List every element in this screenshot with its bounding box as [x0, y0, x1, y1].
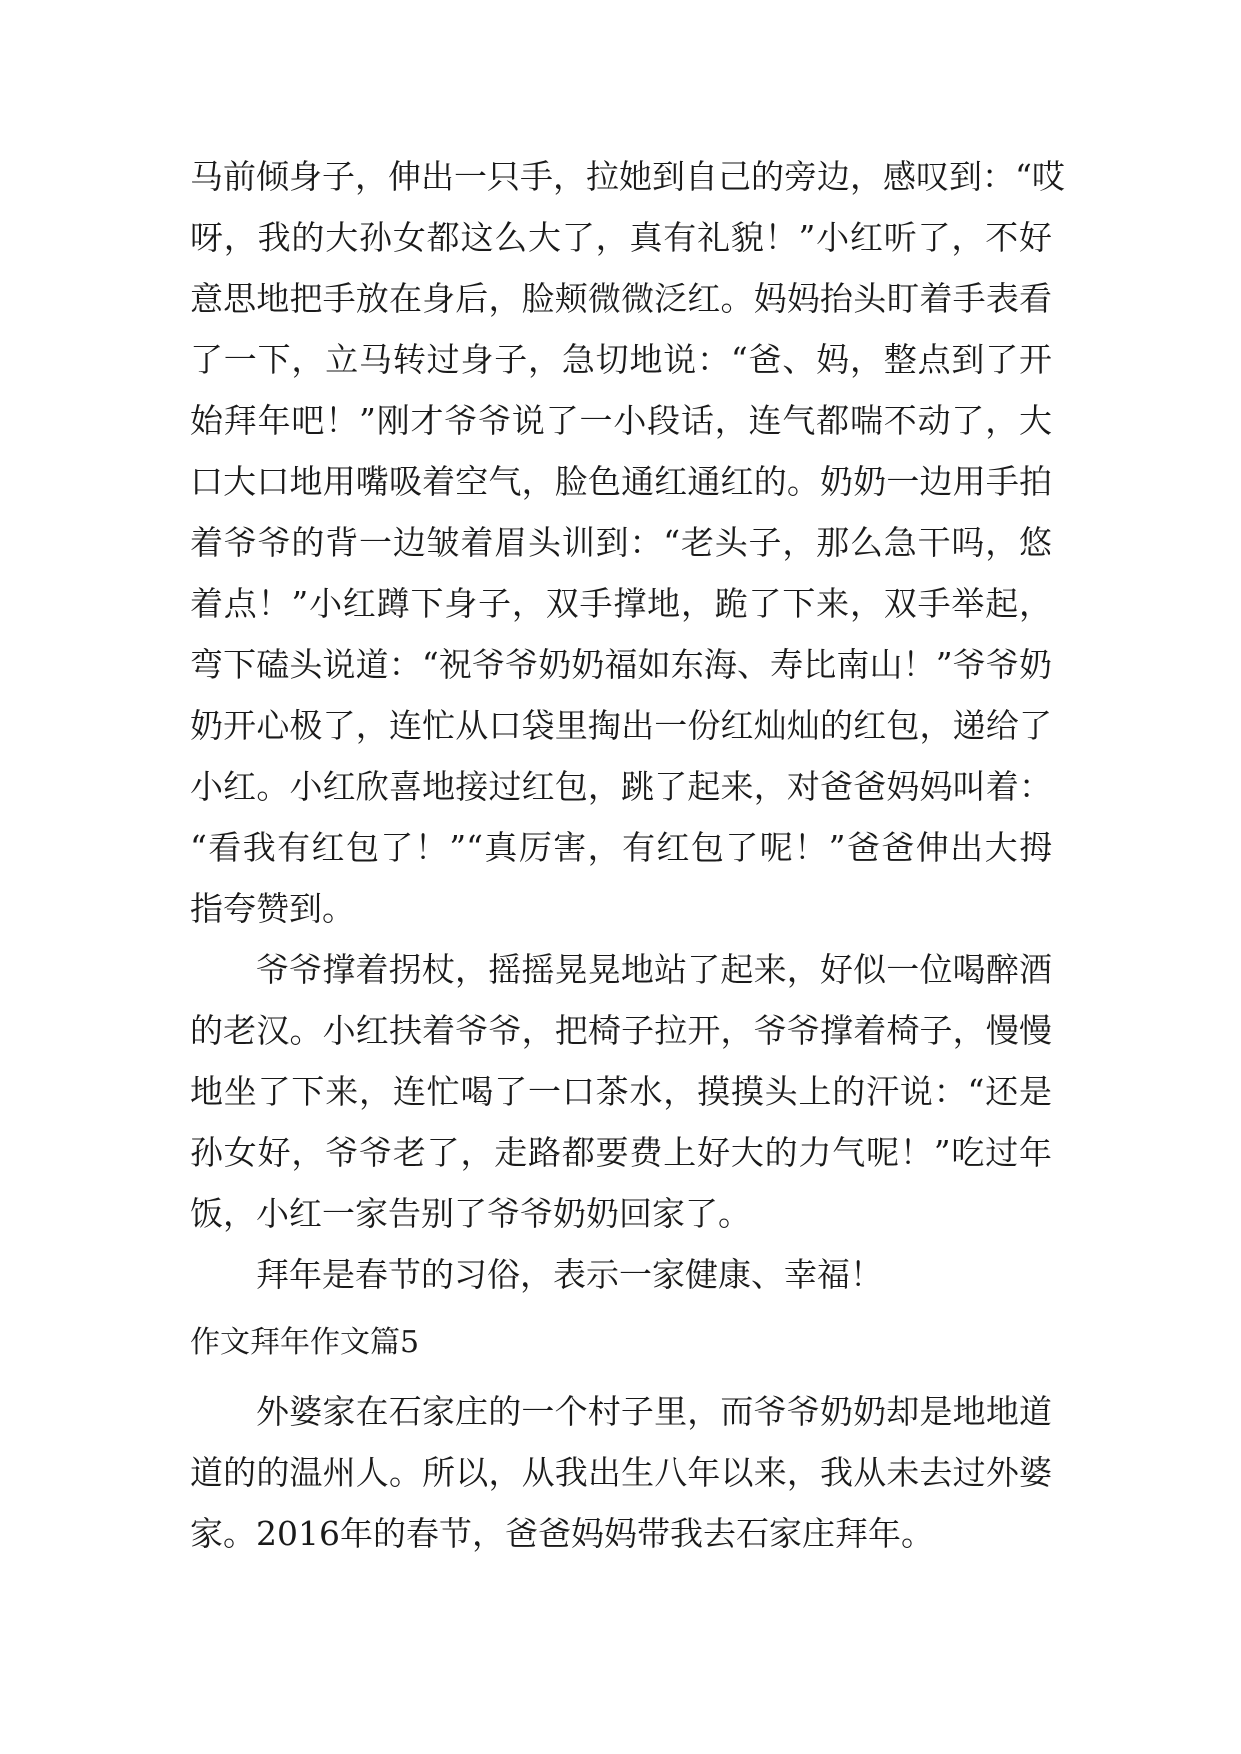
- essay-heading: 作文拜年作文篇5: [190, 1325, 420, 1360]
- text-line: 孙女好，爷爷老了，走路都要费上好大的力气呢！”吃过年: [190, 1133, 1052, 1172]
- text-line: 拜年是春节的习俗，表示一家健康、幸福！: [256, 1255, 883, 1294]
- text-line: “看我有红包了！”“真厉害，有红包了呢！”爸爸伸出大拇: [190, 828, 1052, 867]
- paragraph-grandpa: [190, 939, 1052, 1244]
- text-line: 马前倾身子，伸出一只手，拉她到自己的旁边，感叹到：“哎: [190, 157, 1065, 196]
- text-line: 意思地把手放在身后，脸颊微微泛红。妈妈抬头盯着手表看: [190, 279, 1052, 318]
- text-line: 爷爷撑着拐杖，摇摇晃晃地站了起来，好似一位喝醉酒: [256, 950, 1052, 989]
- text-line: 外婆家在石家庄的一个村子里，而爷爷奶奶却是地地道: [256, 1392, 1052, 1431]
- text-line: 家。2016年的春节，爸爸妈妈带我去石家庄拜年。: [190, 1514, 934, 1553]
- text-line: 着点！”小红蹲下身子，双手撑地，跪了下来，双手举起，: [190, 584, 1052, 623]
- text-line: 呀，我的大孙女都这么大了，真有礼貌！”小红听了，不好: [190, 218, 1052, 257]
- text-line: 地坐了下来，连忙喝了一口茶水，摸摸头上的汗说：“还是: [190, 1072, 1052, 1111]
- text-line: 弯下磕头说道：“祝爷爷奶奶福如东海、寿比南山！”爷爷奶: [190, 645, 1052, 684]
- paragraph-essay5: [190, 1381, 1052, 1564]
- text-line: 口大口地用嘴吸着空气，脸色通红通红的。奶奶一边用手拍: [190, 462, 1052, 501]
- text-line: 着爷爷的背一边皱着眉头训到：“老头子，那么急干吗，悠: [190, 523, 1052, 562]
- text-line: 道的的温州人。所以，从我出生八年以来，我从未去过外婆: [190, 1453, 1052, 1492]
- text-line: 的老汉。小红扶着爷爷，把椅子拉开，爷爷撑着椅子，慢慢: [190, 1011, 1052, 1050]
- text-line: 饭，小红一家告别了爷爷奶奶回家了。: [190, 1194, 751, 1233]
- text-line: 小红。小红欣喜地接过红包，跳了起来，对爸爸妈妈叫着：: [190, 767, 1052, 806]
- text-line: 指夸赞到。: [190, 889, 355, 928]
- text-line: 始拜年吧！”刚才爷爷说了一小段话，连气都喘不动了，大: [190, 401, 1052, 440]
- paragraph-conclusion: [190, 1244, 1052, 1305]
- paragraph-continuation: [190, 146, 1065, 939]
- text-line: 了一下，立马转过身子，急切地说：“爸、妈，整点到了开: [190, 340, 1052, 379]
- text-line: 奶开心极了，连忙从口袋里掏出一份红灿灿的红包，递给了: [190, 706, 1052, 745]
